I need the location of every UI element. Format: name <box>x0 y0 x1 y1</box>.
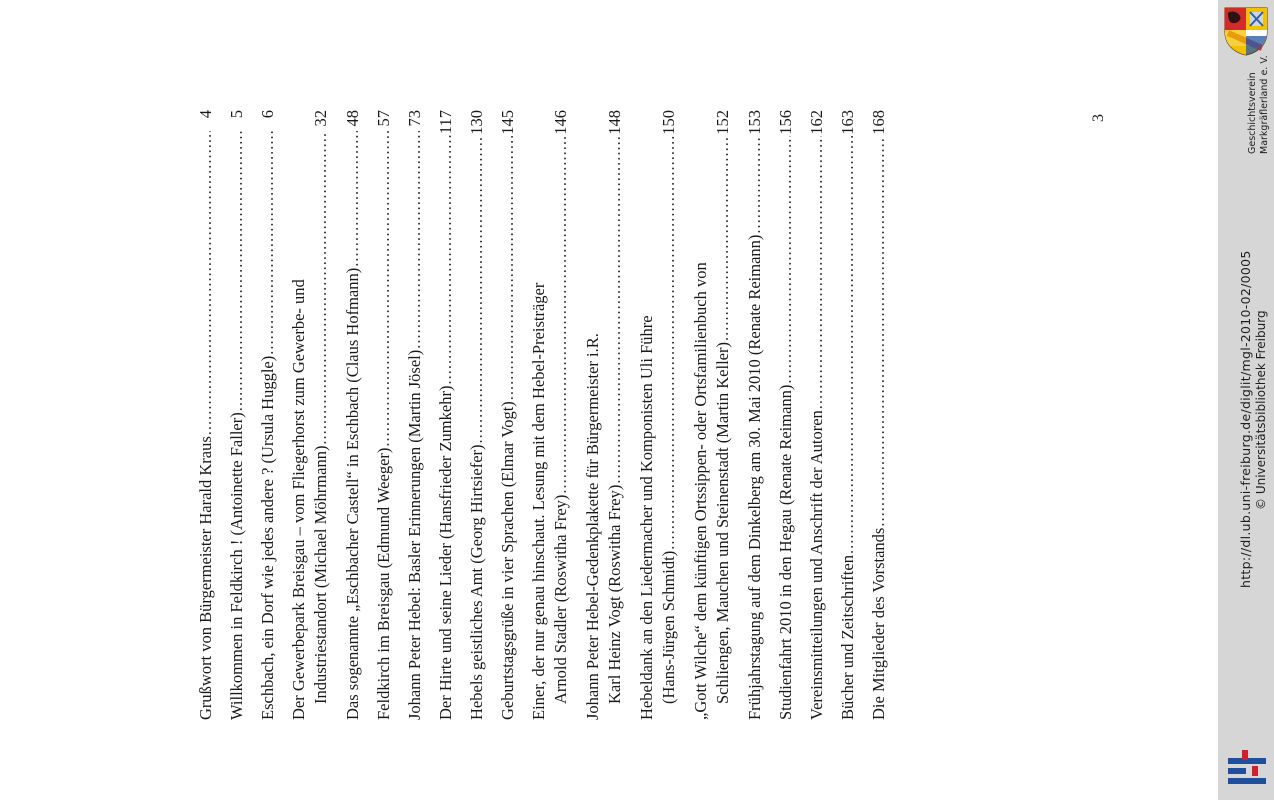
toc-entry-title: Studienfahrt 2010 in den Hegau (Renate Reimann) <box>776 384 795 720</box>
toc-entry <box>806 110 828 720</box>
toc-entry-title: Johann Peter Hebel: Basler Erinnerungen (Martin Jösel) <box>405 349 424 720</box>
toc-entry-title: Karl Heinz Vogt (Roswitha Frey) <box>605 484 624 704</box>
dot-leader <box>775 136 797 384</box>
toc-entry <box>404 110 426 720</box>
toc-entry <box>528 110 572 720</box>
toc-entry-page: 48 <box>343 110 362 127</box>
dot-leader <box>435 135 457 384</box>
toc-entry-title: Eschbach, ein Dorf wie jedes andere ? (Ursula Huggle) <box>258 355 277 720</box>
dot-leader <box>712 136 734 341</box>
toc-entry <box>226 110 248 720</box>
toc-entry-page: 152 <box>713 110 732 135</box>
dot-leader <box>373 131 395 447</box>
toc-entry <box>744 110 766 720</box>
ub-freiburg-logo-icon <box>1226 748 1268 792</box>
toc-entry-title: Hebels geistliches Amt (Georg Hirtsiefer) <box>467 444 486 720</box>
toc-entry <box>837 110 859 720</box>
dot-leader <box>310 131 332 445</box>
toc-entry-title: „Gott Wilche“ dem künftigen Ortssippen- oder Ortsfamilienbuch von <box>691 262 710 720</box>
toc-entry-title: Das sogenannte „Eschbacher Castell“ in Eschbach (Claus Hofmann) <box>343 267 362 720</box>
toc-entry-page: 4 <box>196 110 215 119</box>
toc-entry <box>195 110 217 720</box>
toc-entry-title: Schliengen, Mauchen und Steinenstadt (Martin Keller) <box>713 342 732 704</box>
toc-entry <box>435 110 457 720</box>
table-of-contents <box>195 110 899 720</box>
toc-entry-page: 145 <box>498 110 517 135</box>
toc-entry-page: 32 <box>311 110 330 127</box>
toc-entry-title: Johann Peter Hebel-Gedenkplakette für Bürgermeister i.R. <box>583 333 602 720</box>
toc-entry-title: Arnold Stadler (Roswitha Frey) <box>551 494 570 704</box>
toc-entry-title: Industriestandort (Michael Möhrmann) <box>311 445 330 704</box>
toc-entry <box>342 110 364 720</box>
toc-entry-page: 153 <box>745 110 764 135</box>
permalink-url[interactable]: http://dl.ub.uni-freiburg.de/diglit/mgl-2010-02/0005 <box>1238 250 1253 588</box>
dot-leader <box>195 131 217 435</box>
dot-leader <box>604 136 626 484</box>
toc-entry <box>868 110 890 720</box>
toc-entry <box>288 110 332 720</box>
toc-entry-page: 148 <box>605 110 624 135</box>
toc-entry-page: 156 <box>776 110 795 135</box>
toc-entry <box>497 110 519 720</box>
society-name-line1: Geschichtsverein <box>1247 72 1258 154</box>
dot-leader <box>226 131 248 411</box>
toc-entry-title: Der Hirte und seine Lieder (Hansfrieder Zumkehr) <box>436 385 455 720</box>
toc-entry-title: Der Gewerbepark Breisgau – vom Fliegerhorst zum Gewerbe- und <box>289 279 308 720</box>
dot-leader <box>466 136 488 444</box>
toc-entry-page: 162 <box>807 110 826 135</box>
toc-entry-title: Feldkirch im Breisgau (Edmund Weeger) <box>374 447 393 720</box>
copyright-notice: © Universitätsbibliothek Freiburg <box>1254 310 1268 510</box>
dot-leader <box>837 136 859 554</box>
toc-entry-title: Grußwort von Bürgermeister Harald Kraus <box>196 436 215 720</box>
toc-entry-title: (Hans-Jürgen Schmidt) <box>659 550 678 704</box>
toc-entry-page: 150 <box>659 110 678 135</box>
toc-entry-page: 57 <box>374 110 393 127</box>
toc-entry <box>373 110 395 720</box>
toc-entry-title: Geburtstagsgrüße in vier Sprachen (Elmar Vogt) <box>498 401 517 720</box>
toc-entry-title: Bücher und Zeitschriften <box>838 555 857 720</box>
toc-entry-title: Frühjahrstagung auf dem Dinkelberg am 30. Mai 2010 (Renate Reimann) <box>745 234 764 720</box>
toc-entry-title: Willkommen in Feldkirch ! (Antoinette Faller) <box>227 412 246 720</box>
dot-leader <box>806 136 828 409</box>
coat-of-arms-icon <box>1222 6 1270 56</box>
dot-leader <box>868 136 890 527</box>
dot-leader <box>550 136 572 494</box>
dot-leader <box>342 131 364 267</box>
dot-leader <box>404 131 426 349</box>
dot-leader <box>744 136 766 234</box>
toc-entry-page: 130 <box>467 110 486 135</box>
toc-entry-page: 5 <box>227 110 246 119</box>
toc-entry-title: Die Mitglieder des Vorstands <box>869 527 888 720</box>
dot-leader <box>658 136 680 550</box>
page-number: 3 <box>1090 114 1107 122</box>
society-name-line2: Markgräflerland e. V. <box>1259 55 1270 154</box>
toc-entry-page: 73 <box>405 110 424 127</box>
toc-entry <box>690 110 734 720</box>
toc-entry <box>636 110 680 720</box>
toc-entry <box>775 110 797 720</box>
toc-entry <box>257 110 279 720</box>
toc-entry <box>466 110 488 720</box>
toc-entry-title: Hebeldank an den Liedermacher und Komponisten Uli Führe <box>637 315 656 720</box>
toc-entry <box>582 110 626 720</box>
toc-entry-title: Vereinsmitteilungen und Anschrift der Autoren <box>807 410 826 720</box>
toc-entry-title: Einer, der nur genau hinschaut. Lesung mit dem Hebel-Preisträger <box>529 282 548 720</box>
toc-entry-page: 168 <box>869 110 888 135</box>
toc-entry-page: 6 <box>258 110 277 119</box>
toc-entry-page: 146 <box>551 110 570 135</box>
dot-leader <box>257 131 279 355</box>
toc-entry-page: 117 <box>436 110 455 135</box>
toc-entry-page: 163 <box>838 110 857 135</box>
dot-leader <box>497 136 519 400</box>
